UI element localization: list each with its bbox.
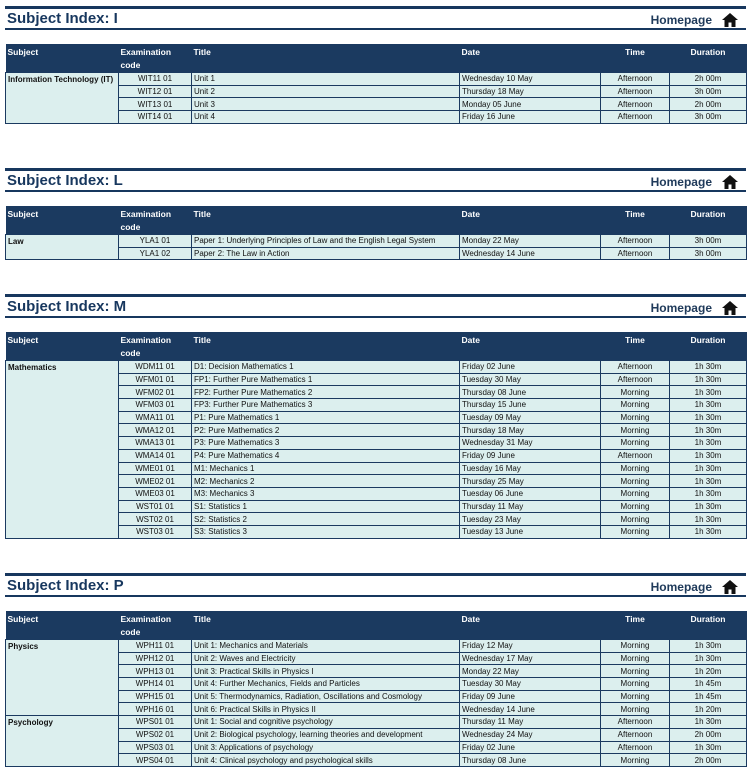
exam-code: WPS03 01 xyxy=(119,741,192,754)
exam-duration: 3h 00m xyxy=(670,111,747,124)
subject-index-section xyxy=(5,168,746,260)
exam-session: Morning xyxy=(601,754,670,767)
exam-code: WDM11 01 xyxy=(119,361,192,374)
exam-duration: 1h 30m xyxy=(670,487,747,500)
paper-title: P4: Pure Mathematics 4 xyxy=(192,449,460,462)
exam-code: WME02 01 xyxy=(119,475,192,488)
table-header-row xyxy=(6,206,747,235)
homepage-label[interactable]: Homepage xyxy=(650,13,712,27)
exam-code: WMA12 01 xyxy=(119,424,192,437)
col-subject-header: Subject xyxy=(6,206,119,235)
paper-title: Unit 2: Biological psychology, learning theories and development xyxy=(192,728,460,741)
exam-duration: 1h 30m xyxy=(670,424,747,437)
exam-date: Thursday 15 June xyxy=(460,399,601,412)
exam-date: Wednesday 10 May xyxy=(460,73,601,86)
exam-duration: 1h 30m xyxy=(670,373,747,386)
table-header-row xyxy=(6,611,747,640)
exam-date: Thursday 11 May xyxy=(460,500,601,513)
col-subject-header: Subject xyxy=(6,44,119,73)
exam-duration: 1h 30m xyxy=(670,449,747,462)
exam-session: Afternoon xyxy=(601,741,670,754)
paper-title: M2: Mechanics 2 xyxy=(192,475,460,488)
exam-date: Monday 22 May xyxy=(460,665,601,678)
homepage-label[interactable]: Homepage xyxy=(650,301,712,315)
exam-date: Wednesday 24 May xyxy=(460,728,601,741)
exam-duration: 2h 00m xyxy=(670,754,747,767)
homepage-link[interactable] xyxy=(651,175,738,189)
exam-session: Morning xyxy=(601,437,670,450)
section-title: Subject Index: L xyxy=(7,172,123,189)
exam-duration: 2h 00m xyxy=(670,73,747,86)
paper-title: Unit 1: Social and cognitive psychology xyxy=(192,716,460,729)
paper-title: Paper 2: The Law in Action xyxy=(192,247,460,260)
col-title-header: Title xyxy=(192,332,460,361)
paper-title: P1: Pure Mathematics 1 xyxy=(192,411,460,424)
exam-code: WPS04 01 xyxy=(119,754,192,767)
exam-duration: 2h 00m xyxy=(670,98,747,111)
exam-table xyxy=(5,611,747,767)
exam-code: WIT14 01 xyxy=(119,111,192,124)
paper-title: Unit 5: Thermodynamics, Radiation, Oscillations and Cosmology xyxy=(192,690,460,703)
subject-name: Law xyxy=(6,235,119,260)
exam-date: Friday 09 June xyxy=(460,690,601,703)
exam-session: Afternoon xyxy=(601,73,670,86)
exam-duration: 1h 30m xyxy=(670,500,747,513)
paper-title: FP1: Further Pure Mathematics 1 xyxy=(192,373,460,386)
exam-duration: 3h 00m xyxy=(670,235,747,248)
exam-date: Thursday 11 May xyxy=(460,716,601,729)
exam-date: Wednesday 31 May xyxy=(460,437,601,450)
exam-session: Afternoon xyxy=(601,235,670,248)
exam-date: Thursday 18 May xyxy=(460,85,601,98)
paper-title: Unit 4 xyxy=(192,111,460,124)
paper-title: Unit 3: Applications of psychology xyxy=(192,741,460,754)
exam-session: Morning xyxy=(601,703,670,716)
paper-title: Unit 1 xyxy=(192,73,460,86)
col-duration-header: Duration xyxy=(670,332,747,361)
exam-duration: 1h 30m xyxy=(670,640,747,653)
paper-title: Unit 3: Practical Skills in Physics I xyxy=(192,665,460,678)
exam-date: Tuesday 16 May xyxy=(460,462,601,475)
exam-date: Monday 05 June xyxy=(460,98,601,111)
exam-code: YLA1 01 xyxy=(119,235,192,248)
subject-index-section xyxy=(5,294,746,539)
paper-title: P2: Pure Mathematics 2 xyxy=(192,424,460,437)
paper-title: Unit 4: Clinical psychology and psychological skills xyxy=(192,754,460,767)
exam-date: Friday 09 June xyxy=(460,449,601,462)
col-subject-header: Subject xyxy=(6,332,119,361)
paper-title: Unit 3 xyxy=(192,98,460,111)
homepage-label[interactable]: Homepage xyxy=(650,175,712,189)
exam-date: Wednesday 14 June xyxy=(460,703,601,716)
exam-code: WST01 01 xyxy=(119,500,192,513)
exam-session: Morning xyxy=(601,678,670,691)
table-row xyxy=(6,73,747,86)
exam-table xyxy=(5,332,747,539)
exam-duration: 2h 00m xyxy=(670,728,747,741)
section-header xyxy=(5,6,746,30)
exam-duration: 1h 45m xyxy=(670,678,747,691)
table-header-row xyxy=(6,332,747,361)
paper-title: S1: Statistics 1 xyxy=(192,500,460,513)
exam-session: Afternoon xyxy=(601,111,670,124)
exam-duration: 1h 30m xyxy=(670,475,747,488)
exam-session: Morning xyxy=(601,462,670,475)
exam-duration: 1h 45m xyxy=(670,690,747,703)
table-row xyxy=(6,716,747,729)
exam-code: WFM02 01 xyxy=(119,386,192,399)
col-date-header: Date xyxy=(460,611,601,640)
exam-date: Wednesday 17 May xyxy=(460,652,601,665)
exam-code: WME03 01 xyxy=(119,487,192,500)
exam-duration: 1h 30m xyxy=(670,513,747,526)
exam-date: Friday 02 June xyxy=(460,741,601,754)
col-title-header: Title xyxy=(192,206,460,235)
exam-session: Morning xyxy=(601,690,670,703)
exam-date: Tuesday 13 June xyxy=(460,525,601,538)
exam-duration: 3h 00m xyxy=(670,85,747,98)
exam-duration: 1h 20m xyxy=(670,665,747,678)
exam-duration: 1h 20m xyxy=(670,703,747,716)
exam-code: WPH14 01 xyxy=(119,678,192,691)
col-exam-code-header: Examination code xyxy=(119,332,192,361)
exam-code: WMA13 01 xyxy=(119,437,192,450)
exam-duration: 1h 30m xyxy=(670,361,747,374)
subject-name: Information Technology (IT) xyxy=(6,73,119,124)
paper-title: Unit 2: Waves and Electricity xyxy=(192,652,460,665)
subject-index-section xyxy=(5,573,746,767)
exam-date: Thursday 25 May xyxy=(460,475,601,488)
exam-date: Friday 02 June xyxy=(460,361,601,374)
exam-code: WME01 01 xyxy=(119,462,192,475)
paper-title: Unit 4: Further Mechanics, Fields and Particles xyxy=(192,678,460,691)
col-exam-code-header: Examination code xyxy=(119,206,192,235)
exam-date: Wednesday 14 June xyxy=(460,247,601,260)
exam-duration: 1h 30m xyxy=(670,399,747,412)
exam-session: Morning xyxy=(601,399,670,412)
exam-session: Morning xyxy=(601,513,670,526)
homepage-label[interactable]: Homepage xyxy=(650,580,712,594)
exam-code: WPH11 01 xyxy=(119,640,192,653)
exam-duration: 1h 30m xyxy=(670,652,747,665)
subject-index-section xyxy=(5,6,746,124)
col-exam-code-header: Examination code xyxy=(119,611,192,640)
paper-title: Unit 1: Mechanics and Materials xyxy=(192,640,460,653)
exam-session: Afternoon xyxy=(601,98,670,111)
table-row xyxy=(6,361,747,374)
exam-session: Afternoon xyxy=(601,716,670,729)
table-row xyxy=(6,640,747,653)
exam-session: Morning xyxy=(601,640,670,653)
col-duration-header: Duration xyxy=(670,611,747,640)
subject-name: Psychology xyxy=(6,716,119,767)
exam-code: YLA1 02 xyxy=(119,247,192,260)
exam-code: WFM03 01 xyxy=(119,399,192,412)
home-icon[interactable] xyxy=(722,13,738,27)
subject-name: Physics xyxy=(6,640,119,716)
col-date-header: Date xyxy=(460,206,601,235)
exam-session: Morning xyxy=(601,500,670,513)
exam-session: Morning xyxy=(601,652,670,665)
exam-session: Morning xyxy=(601,424,670,437)
exam-code: WIT12 01 xyxy=(119,85,192,98)
col-subject-header: Subject xyxy=(6,611,119,640)
exam-date: Tuesday 30 May xyxy=(460,373,601,386)
paper-title: FP3: Further Pure Mathematics 3 xyxy=(192,399,460,412)
exam-code: WPS02 01 xyxy=(119,728,192,741)
section-title: Subject Index: P xyxy=(7,577,124,594)
exam-duration: 1h 30m xyxy=(670,525,747,538)
exam-session: Morning xyxy=(601,386,670,399)
paper-title: M3: Mechanics 3 xyxy=(192,487,460,500)
exam-table xyxy=(5,44,747,124)
exam-session: Morning xyxy=(601,411,670,424)
exam-session: Morning xyxy=(601,475,670,488)
homepage-link[interactable] xyxy=(651,301,738,315)
exam-table xyxy=(5,206,747,260)
homepage-link[interactable] xyxy=(651,13,738,27)
exam-date: Tuesday 09 May xyxy=(460,411,601,424)
exam-date: Friday 12 May xyxy=(460,640,601,653)
col-duration-header: Duration xyxy=(670,44,747,73)
col-time-header: Time xyxy=(601,206,670,235)
exam-date: Tuesday 06 June xyxy=(460,487,601,500)
exam-code: WMA11 01 xyxy=(119,411,192,424)
home-icon[interactable] xyxy=(722,580,738,594)
exam-code: WMA14 01 xyxy=(119,449,192,462)
exam-date: Tuesday 30 May xyxy=(460,678,601,691)
exam-code: WPH13 01 xyxy=(119,665,192,678)
exam-code: WPH15 01 xyxy=(119,690,192,703)
paper-title: M1: Mechanics 1 xyxy=(192,462,460,475)
exam-code: WIT13 01 xyxy=(119,98,192,111)
exam-session: Afternoon xyxy=(601,373,670,386)
section-title: Subject Index: I xyxy=(7,10,118,27)
paper-title: Unit 6: Practical Skills in Physics II xyxy=(192,703,460,716)
table-row xyxy=(6,235,747,248)
exam-date: Thursday 08 June xyxy=(460,754,601,767)
exam-code: WPH12 01 xyxy=(119,652,192,665)
col-title-header: Title xyxy=(192,611,460,640)
paper-title: Unit 2 xyxy=(192,85,460,98)
exam-date: Tuesday 23 May xyxy=(460,513,601,526)
exam-session: Afternoon xyxy=(601,85,670,98)
exam-code: WPH16 01 xyxy=(119,703,192,716)
exam-duration: 1h 30m xyxy=(670,741,747,754)
paper-title: FP2: Further Pure Mathematics 2 xyxy=(192,386,460,399)
table-header-row xyxy=(6,44,747,73)
exam-session: Morning xyxy=(601,525,670,538)
exam-duration: 3h 00m xyxy=(670,247,747,260)
section-header xyxy=(5,168,746,192)
paper-title: D1: Decision Mathematics 1 xyxy=(192,361,460,374)
exam-code: WFM01 01 xyxy=(119,373,192,386)
col-date-header: Date xyxy=(460,332,601,361)
col-duration-header: Duration xyxy=(670,206,747,235)
col-exam-code-header: Examination code xyxy=(119,44,192,73)
exam-code: WIT11 01 xyxy=(119,73,192,86)
exam-session: Afternoon xyxy=(601,247,670,260)
section-header xyxy=(5,294,746,318)
homepage-link[interactable] xyxy=(651,580,738,594)
paper-title: Paper 1: Underlying Principles of Law and the English Legal System xyxy=(192,235,460,248)
exam-session: Morning xyxy=(601,487,670,500)
exam-date: Monday 22 May xyxy=(460,235,601,248)
paper-title: S2: Statistics 2 xyxy=(192,513,460,526)
col-time-header: Time xyxy=(601,332,670,361)
exam-session: Afternoon xyxy=(601,728,670,741)
home-icon[interactable] xyxy=(722,175,738,189)
exam-date: Thursday 18 May xyxy=(460,424,601,437)
paper-title: S3: Statistics 3 xyxy=(192,525,460,538)
exam-duration: 1h 30m xyxy=(670,411,747,424)
exam-code: WST02 01 xyxy=(119,513,192,526)
subject-name: Mathematics xyxy=(6,361,119,539)
exam-session: Afternoon xyxy=(601,361,670,374)
home-icon[interactable] xyxy=(722,301,738,315)
exam-date: Thursday 08 June xyxy=(460,386,601,399)
col-title-header: Title xyxy=(192,44,460,73)
exam-duration: 1h 30m xyxy=(670,437,747,450)
exam-duration: 1h 30m xyxy=(670,386,747,399)
col-date-header: Date xyxy=(460,44,601,73)
paper-title: P3: Pure Mathematics 3 xyxy=(192,437,460,450)
exam-session: Morning xyxy=(601,665,670,678)
exam-session: Afternoon xyxy=(601,449,670,462)
section-header xyxy=(5,573,746,597)
col-time-header: Time xyxy=(601,44,670,73)
exam-duration: 1h 30m xyxy=(670,462,747,475)
exam-duration: 1h 30m xyxy=(670,716,747,729)
section-title: Subject Index: M xyxy=(7,298,127,315)
exam-code: WST03 01 xyxy=(119,525,192,538)
exam-date: Friday 16 June xyxy=(460,111,601,124)
exam-code: WPS01 01 xyxy=(119,716,192,729)
col-time-header: Time xyxy=(601,611,670,640)
